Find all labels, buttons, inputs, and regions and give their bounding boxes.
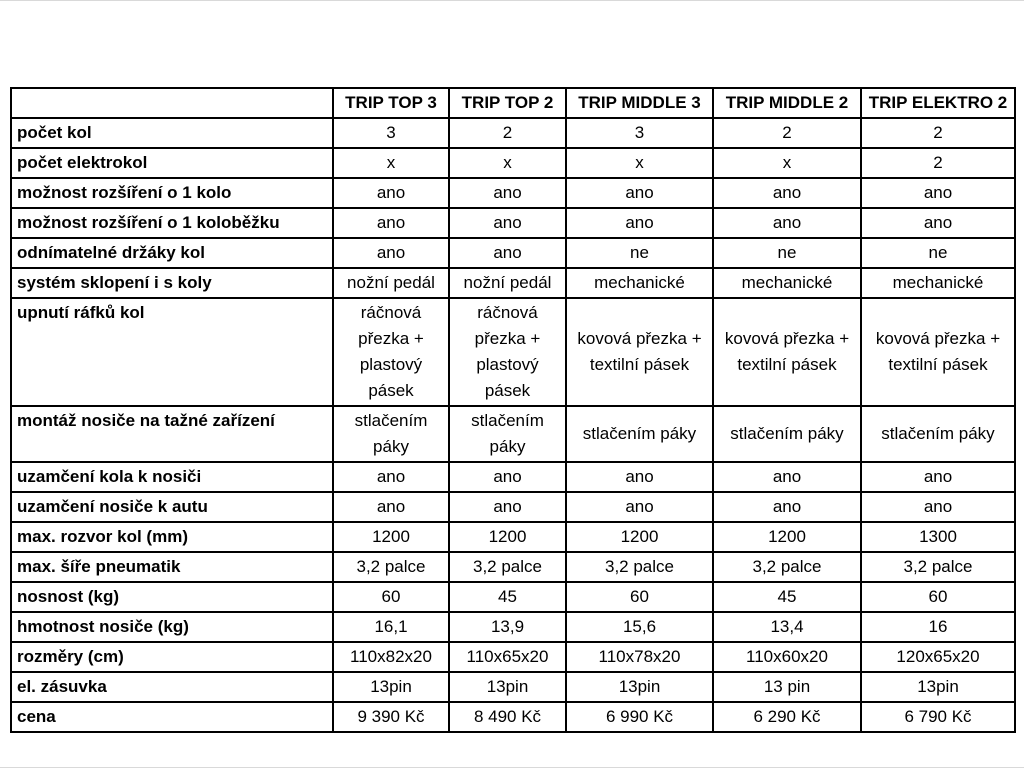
header-row xyxy=(11,88,1015,118)
table-row xyxy=(11,582,1015,612)
table-row xyxy=(11,238,1015,268)
table-cell: 13pin xyxy=(861,672,1015,702)
header-cell-trip-elektro-2: TRIP ELEKTRO 2 xyxy=(861,88,1015,118)
table-cell: ano xyxy=(333,178,449,208)
table-cell: nožní pedál xyxy=(333,268,449,298)
row-label: cena xyxy=(11,702,333,732)
table-cell: 3,2 palce xyxy=(713,552,861,582)
table-cell: 13,4 xyxy=(713,612,861,642)
row-label: max. šíře pneumatik xyxy=(11,552,333,582)
table-cell: 3,2 palce xyxy=(333,552,449,582)
table-cell: 110x78x20 xyxy=(566,642,713,672)
table-cell: 16 xyxy=(861,612,1015,642)
table-cell: 2 xyxy=(861,148,1015,178)
table-cell: ráčnová přezka + plastový pásek xyxy=(333,298,449,406)
table-cell: 3 xyxy=(333,118,449,148)
table-cell: ano xyxy=(713,178,861,208)
table-cell: 6 790 Kč xyxy=(861,702,1015,732)
table-cell: ne xyxy=(861,238,1015,268)
row-label: upnutí ráfků kol xyxy=(11,298,333,406)
table-cell: ano xyxy=(449,178,566,208)
table-cell: 3,2 palce xyxy=(566,552,713,582)
table-cell: ano xyxy=(449,492,566,522)
table-row xyxy=(11,642,1015,672)
table-cell: mechanické xyxy=(713,268,861,298)
comparison-table xyxy=(10,87,1016,733)
table-cell: ano xyxy=(333,208,449,238)
table-cell: ano xyxy=(713,492,861,522)
table-cell: ano xyxy=(333,492,449,522)
table-cell: nožní pedál xyxy=(449,268,566,298)
table-cell: kovová přezka + textilní pásek xyxy=(566,298,713,406)
table-cell: ano xyxy=(566,462,713,492)
table-cell: ano xyxy=(566,208,713,238)
row-label: max. rozvor kol (mm) xyxy=(11,522,333,552)
table-cell: 110x65x20 xyxy=(449,642,566,672)
row-label: počet elektrokol xyxy=(11,148,333,178)
table-row xyxy=(11,672,1015,702)
row-label: el. zásuvka xyxy=(11,672,333,702)
table-cell: 60 xyxy=(861,582,1015,612)
table-cell: 45 xyxy=(449,582,566,612)
table-cell: ano xyxy=(861,492,1015,522)
table-cell: 15,6 xyxy=(566,612,713,642)
header-cell-empty xyxy=(11,88,333,118)
table-cell: stlačením páky xyxy=(566,406,713,462)
table-cell: ano xyxy=(861,208,1015,238)
table-cell: stlačením páky xyxy=(449,406,566,462)
table-cell: 13,9 xyxy=(449,612,566,642)
table-cell: x xyxy=(566,148,713,178)
table-cell: 1300 xyxy=(861,522,1015,552)
table-cell: ano xyxy=(861,462,1015,492)
table-row xyxy=(11,268,1015,298)
table-row xyxy=(11,178,1015,208)
table-cell: 3,2 palce xyxy=(449,552,566,582)
table-row xyxy=(11,118,1015,148)
table-cell: 16,1 xyxy=(333,612,449,642)
table-cell: ano xyxy=(333,462,449,492)
row-label: nosnost (kg) xyxy=(11,582,333,612)
table-row xyxy=(11,406,1015,462)
header-cell-trip-top-2: TRIP TOP 2 xyxy=(449,88,566,118)
row-label: možnost rozšíření o 1 kolo xyxy=(11,178,333,208)
table-cell: stlačením páky xyxy=(333,406,449,462)
table-cell: 3 xyxy=(566,118,713,148)
row-label: uzamčení kola k nosiči xyxy=(11,462,333,492)
row-label: odnímatelné držáky kol xyxy=(11,238,333,268)
table-cell: 2 xyxy=(449,118,566,148)
table-row xyxy=(11,298,1015,406)
table-cell: x xyxy=(333,148,449,178)
table-cell: ano xyxy=(713,462,861,492)
row-label: systém sklopení i s koly xyxy=(11,268,333,298)
table-cell: stlačením páky xyxy=(713,406,861,462)
table-cell: x xyxy=(713,148,861,178)
header-cell-trip-middle-3: TRIP MIDDLE 3 xyxy=(566,88,713,118)
table-row xyxy=(11,702,1015,732)
table-cell: 6 990 Kč xyxy=(566,702,713,732)
table-cell: mechanické xyxy=(566,268,713,298)
table-row xyxy=(11,148,1015,178)
table-cell: 13pin xyxy=(333,672,449,702)
table-cell: ráčnová přezka + plastový pásek xyxy=(449,298,566,406)
table-cell: mechanické xyxy=(861,268,1015,298)
table-row xyxy=(11,462,1015,492)
table-cell: 1200 xyxy=(566,522,713,552)
table-cell: 120x65x20 xyxy=(861,642,1015,672)
table-cell: ne xyxy=(566,238,713,268)
table-cell: 2 xyxy=(713,118,861,148)
row-label: rozměry (cm) xyxy=(11,642,333,672)
table-cell: ano xyxy=(566,178,713,208)
table-cell: 13 pin xyxy=(713,672,861,702)
table-cell: ano xyxy=(449,462,566,492)
table-cell: 45 xyxy=(713,582,861,612)
table-row xyxy=(11,208,1015,238)
table-cell: 110x60x20 xyxy=(713,642,861,672)
row-label: uzamčení nosiče k autu xyxy=(11,492,333,522)
table-cell: 13pin xyxy=(566,672,713,702)
header-cell-trip-top-3: TRIP TOP 3 xyxy=(333,88,449,118)
table-cell: 6 290 Kč xyxy=(713,702,861,732)
table-cell: ano xyxy=(449,208,566,238)
table-cell: 3,2 palce xyxy=(861,552,1015,582)
table-cell: x xyxy=(449,148,566,178)
table-cell: ano xyxy=(713,208,861,238)
table-row xyxy=(11,552,1015,582)
table-row xyxy=(11,522,1015,552)
table-row xyxy=(11,492,1015,522)
table-cell: 9 390 Kč xyxy=(333,702,449,732)
header-cell-trip-middle-2: TRIP MIDDLE 2 xyxy=(713,88,861,118)
table-cell: 110x82x20 xyxy=(333,642,449,672)
table-cell: ne xyxy=(713,238,861,268)
table-row xyxy=(11,612,1015,642)
table-cell: stlačením páky xyxy=(861,406,1015,462)
row-label: možnost rozšíření o 1 koloběžku xyxy=(11,208,333,238)
table-body xyxy=(11,118,1015,732)
row-label: montáž nosiče na tažné zařízení xyxy=(11,406,333,462)
table-cell: 1200 xyxy=(713,522,861,552)
table-cell: 1200 xyxy=(333,522,449,552)
table-cell: 8 490 Kč xyxy=(449,702,566,732)
table-cell: 2 xyxy=(861,118,1015,148)
table-cell: ano xyxy=(449,238,566,268)
table-cell: kovová přezka + textilní pásek xyxy=(861,298,1015,406)
table-cell: ano xyxy=(333,238,449,268)
table-cell: 60 xyxy=(566,582,713,612)
table-cell: 1200 xyxy=(449,522,566,552)
table-cell: kovová přezka + textilní pásek xyxy=(713,298,861,406)
table-cell: ano xyxy=(566,492,713,522)
table-cell: 60 xyxy=(333,582,449,612)
row-label: hmotnost nosiče (kg) xyxy=(11,612,333,642)
table-cell: ano xyxy=(861,178,1015,208)
table-cell: 13pin xyxy=(449,672,566,702)
row-label: počet kol xyxy=(11,118,333,148)
